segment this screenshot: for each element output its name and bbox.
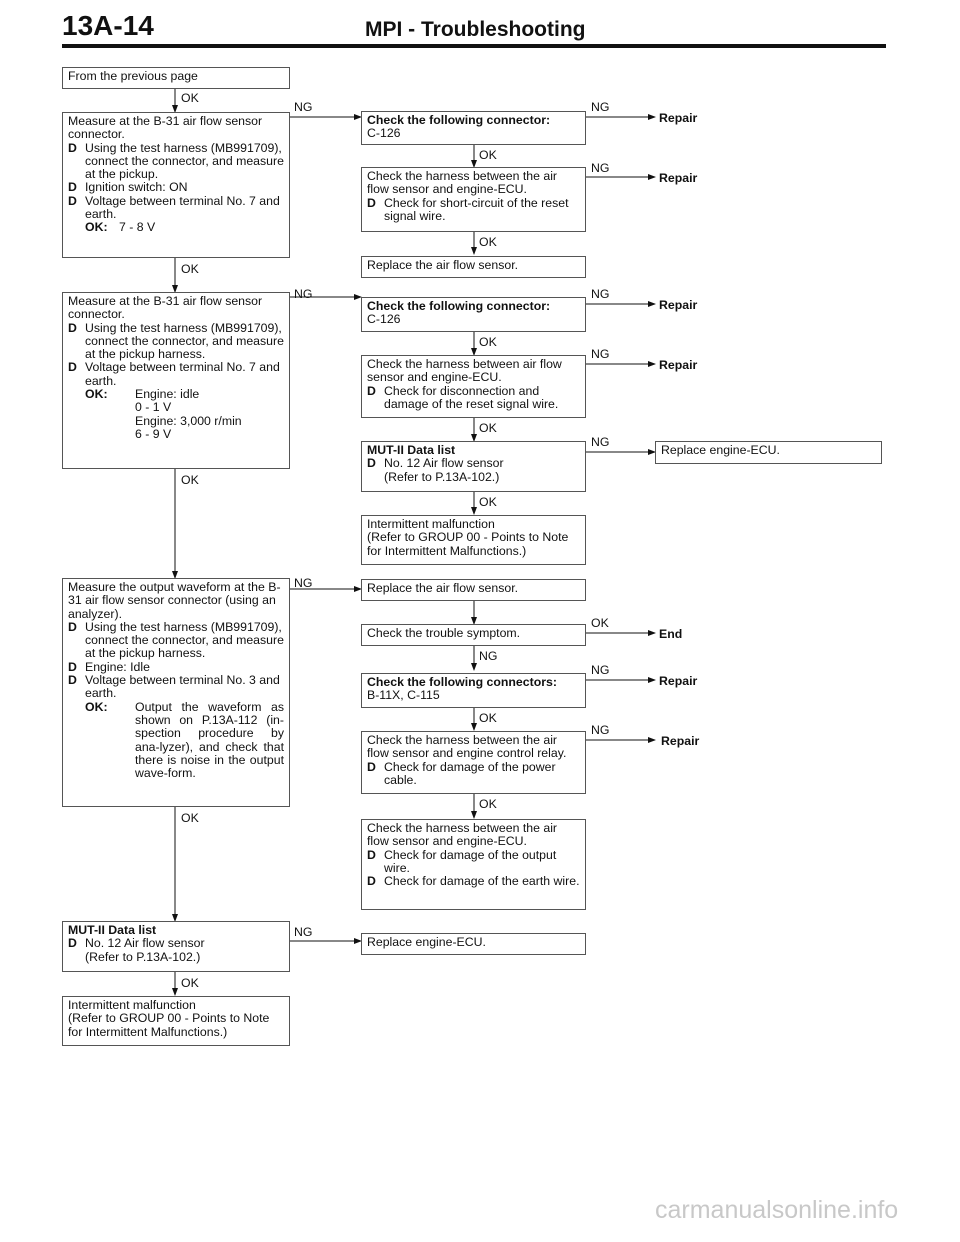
bullet: D Engine: Idle [68,659,150,674]
replace-air-flow-sensor-box: Replace the air flow sensor. [361,256,586,278]
ok-label: OK [479,711,497,725]
step-title: Measure the output waveform at the B-31 air flow sensor connector (using an analyzer). [68,580,281,621]
step-title: Measure at the B-31 air flow sensor connector. [68,114,263,142]
ok-label: OK [479,148,497,162]
bullet: D Check for disconnection and damage of the reset signal wire. [367,383,559,411]
bullet: D Using the test harness (MB991709), connect the connector, and measure at the pickup harness. [68,320,284,362]
check-connector-c126-box: Check the following connector: C-126 [361,111,586,145]
ok-label: OK [479,421,497,435]
step-measure-voltage-ignition [62,112,290,258]
ok-criteria: OK: Engine: idle 0 - 1 V Engine: 3,000 r/min 6 - 9 V [85,387,242,441]
repair-label: Repair [661,734,700,748]
ng-label: NG [591,435,610,449]
replace-air-flow-sensor-box-2: Replace the air flow sensor. [361,579,586,601]
repair-label: Repair [659,171,698,185]
check-harness-short-box: Check the harness between the air flow sensor and engine-ECU. D Check for short-circuit of the reset signal wire. [361,167,586,232]
ng-label: NG [294,576,313,590]
bullet: D Ignition switch: ON [68,180,188,195]
step-title: Measure at the B-31 air flow sensor connector. [68,294,263,322]
step-measure-output-waveform [62,578,290,807]
ng-label: NG [294,925,313,939]
bullet: D Voltage between terminal No. 3 and earth. [68,673,280,701]
repair-label: Repair [659,111,698,125]
check-harness-disconnection-box: Check the harness between air flow sensor and engine-ECU. D Check for disconnection and damage of the reset signal wire. [361,355,586,418]
ng-label: NG [591,161,610,175]
check-trouble-symptom-box: Check the trouble symptom. [361,624,586,646]
repair-label: Repair [659,358,698,372]
ok-criteria: OK: Output the waveform as shown on P.13A-112 (in-spection procedure by ana-lyzer), and check that there is noise in the output wave-form. [85,699,284,781]
mut-ii-data-list-box-2: MUT-II Data list D No. 12 Air flow sensor (Refer to P.13A-102.) [361,441,586,492]
bullet: D Check for damage of the power cable. [367,759,556,787]
bullet: D Check for short-circuit of the reset signal wire. [367,195,569,223]
ng-label: NG [479,649,498,663]
end-label: End [659,627,683,641]
step-measure-voltage-engine [62,292,290,469]
bullet: D No. 12 Air flow sensor [367,456,504,471]
bullet: D Check for damage of the earth wire. [367,874,580,889]
check-harness-output-earth-box: Check the harness between the air flow sensor and engine-ECU. D Check for damage of the output wire. D Check for damage of the earth wire. [361,819,586,910]
mut-title: MUT-II Data list [68,923,157,937]
bullet: D No. 12 Air flow sensor [68,936,205,951]
ng-label: NG [591,347,610,361]
ok-label: OK [181,91,199,105]
ok-label: OK [181,811,199,825]
ok-label: OK [479,797,497,811]
ok-criteria: OK: 7 - 8 V [85,220,156,235]
ng-label: NG [591,287,610,301]
from-previous-page-text: From the previous page [68,69,198,83]
ok-label: OK [181,473,199,487]
ng-label: NG [591,663,610,677]
check-connector-c126-box-2: Check the following connector: C-126 [361,297,586,332]
ng-label: NG [294,100,313,114]
ok-label: OK [591,616,609,630]
repair-label: Repair [659,298,698,312]
section-code: 13A-14 [62,10,154,41]
intermittent-malfunction-box: Intermittent malfunction (Refer to GROUP 00 - Points to Note for Intermittent Malfunctions.) [62,996,290,1046]
check-connectors-b11x-c115-box: Check the following connectors: B-11X, C-115 [361,673,586,708]
check-harness-power-cable-box: Check the harness between the air flow sensor and engine control relay. D Check for damage of the power cable. [361,731,586,794]
mut-ii-data-list-box [62,921,290,972]
repair-label: Repair [659,674,698,688]
bullet: D Voltage between terminal No. 7 and earth. [68,193,280,222]
replace-engine-ecu-box-2: Replace engine-ECU. [361,933,586,955]
mut-ref: (Refer to P.13A-102.) [85,949,201,964]
page-title: MPI - Troubleshooting [365,18,586,41]
bullet: D Using the test harness (MB991709), connect the connector, and measure at the pickup harness. [68,619,284,661]
ok-label: OK [479,335,497,349]
intermittent-malfunction-box-2: Intermittent malfunction (Refer to GROUP 00 - Points to Note for Intermittent Malfunctions.) [361,515,586,565]
bullet: D Using the test harness (MB991709), connect the connector, and measure at the pickup. [68,140,284,182]
ng-label: NG [591,723,610,737]
bullet: D Check for damage of the output wire. [367,847,557,875]
ok-label: OK [479,235,497,249]
ok-label: OK [181,262,199,276]
from-previous-page-box [62,67,290,89]
ok-label: OK [479,495,497,509]
ng-label: NG [294,287,313,301]
ng-label: NG [591,100,610,114]
bullet: D Voltage between terminal No. 7 and earth. [68,360,280,388]
replace-engine-ecu-box: Replace engine-ECU. [655,441,882,464]
ok-label: OK [181,976,199,990]
watermark: carmanualsonline.info [655,1196,899,1224]
